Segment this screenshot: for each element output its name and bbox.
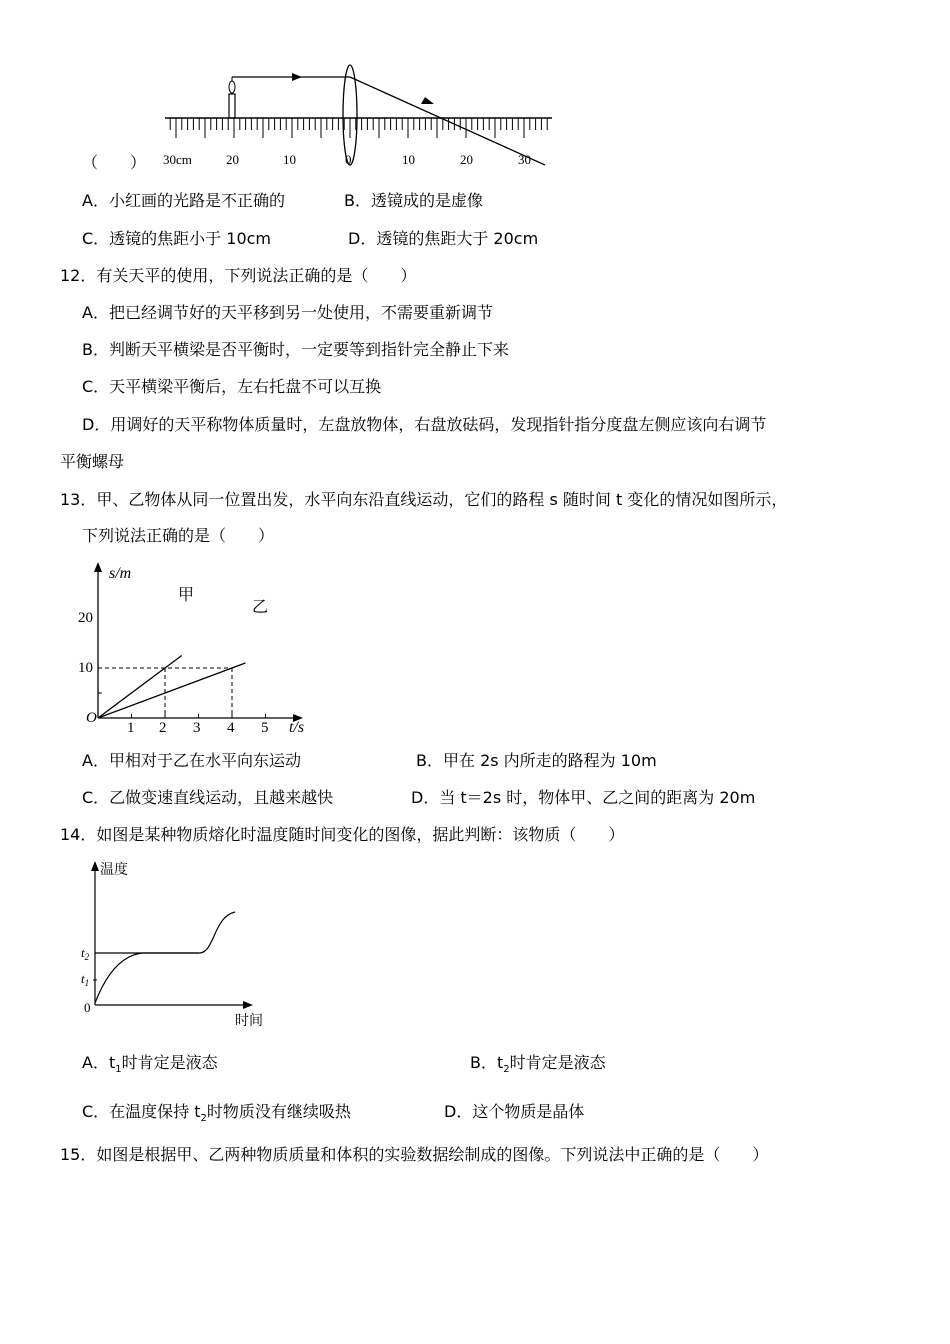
q13-option-c: C．乙做变速直线运动，且越来越快	[82, 788, 334, 807]
ruler-label: 30cm	[163, 152, 192, 167]
y-axis-label: s/m	[109, 565, 132, 582]
temperature-curve	[95, 912, 235, 1003]
y-tick-label: 20	[78, 610, 93, 626]
q12-stem: 12．有关天平的使用，下列说法正确的是（ ）	[60, 266, 417, 285]
origin-label: O	[86, 710, 97, 726]
series-label-yi: 乙	[252, 597, 269, 616]
q11-option-a: A．小红画的光路是不正确的	[82, 191, 285, 210]
ruler-label: 20	[460, 152, 473, 167]
s-t-graph	[75, 560, 325, 740]
q14-option-d: D．这个物质是晶体	[444, 1102, 585, 1121]
series-lines	[98, 656, 245, 719]
convex-lens	[343, 65, 357, 165]
q11-option-b: B．透镜成的是虚像	[344, 191, 483, 210]
q12-option-d: D．用调好的天平称物体质量时，左盘放物体，右盘放砝码，发现指针指分度盘左侧应该向右调节	[82, 415, 767, 434]
t1-label: $t_1$	[81, 971, 90, 988]
q13-stem: 13．甲、乙物体从同一位置出发，水平向东沿直线运动，它们的路程 s 随时间 t 变化的情况如图所示，	[60, 490, 788, 509]
x-axis-label: 时间	[235, 1013, 263, 1029]
ruler-label: 20	[226, 152, 239, 167]
x-axis-label: t/s	[289, 719, 305, 736]
q14-option-a: A．$t_1$时肯定是液态	[82, 1053, 218, 1076]
ruler-label: 0	[345, 152, 352, 167]
ruler-label: 10	[283, 152, 296, 167]
ray-arrow	[421, 97, 434, 104]
q15-stem: 15．如图是根据甲、乙两种物质质量和体积的实验数据绘制成的图像。下列说法中正确的是（ ）	[60, 1145, 769, 1164]
q11-answer-paren: （ ）	[82, 153, 147, 172]
lens-ray-diagram	[150, 60, 570, 175]
x-tick-label: 3	[193, 720, 201, 736]
q13-option-b: B．甲在 2s 内所走的路程为 10m	[416, 751, 657, 770]
q12-option-c: C．天平横梁平衡后，左右托盘不可以互换	[82, 377, 382, 396]
q13-option-a: A．甲相对于乙在水平向东运动	[82, 751, 301, 770]
x-tick-label: 1	[127, 720, 135, 736]
x-tick-label: 4	[227, 720, 235, 736]
melting-curve	[75, 857, 275, 1032]
q11-option-c: C．透镜的焦距小于 10cm	[82, 229, 272, 248]
q11-option-d: D．透镜的焦距大于 20cm	[348, 229, 539, 248]
x-tick-label: 2	[159, 720, 167, 736]
q13-option-d: D．当 t＝2s 时，物体甲、乙之间的距离为 20m	[411, 788, 756, 807]
q13-stem-cont: 下列说法正确的是（ ）	[82, 526, 275, 545]
candle	[229, 77, 235, 118]
q14-option-b: B．$t_2$时肯定是液态	[470, 1053, 606, 1076]
ray-arrow	[292, 73, 302, 81]
q12-option-a: A．把已经调节好的天平移到另一处使用，不需要重新调节	[82, 303, 493, 322]
series-line-0	[98, 656, 182, 719]
y-axis-label: 温度	[100, 862, 128, 878]
q14-stem: 14．如图是某种物质熔化时温度随时间变化的图像，据此判断：该物质（ ）	[60, 825, 625, 844]
ruler-ticks	[170, 118, 547, 138]
ruler-label: 10	[402, 152, 415, 167]
q12-option-b: B．判断天平横梁是否平衡时，一定要等到指针完全静止下来	[82, 340, 509, 359]
x-tick-label: 5	[261, 720, 269, 736]
series-line-1	[98, 663, 245, 718]
q12-option-d-cont: 平衡螺母	[60, 452, 125, 471]
axis-ticks	[98, 668, 266, 718]
series-label-jia: 甲	[178, 585, 195, 604]
q14-option-c: C．在温度保持 $t_2$时物质没有继续吸热	[82, 1102, 351, 1125]
origin-label: 0	[84, 1000, 91, 1015]
t2-label: $t_2$	[81, 945, 90, 962]
ruler-label: 30	[518, 152, 531, 167]
y-tick-label: 10	[78, 660, 93, 676]
